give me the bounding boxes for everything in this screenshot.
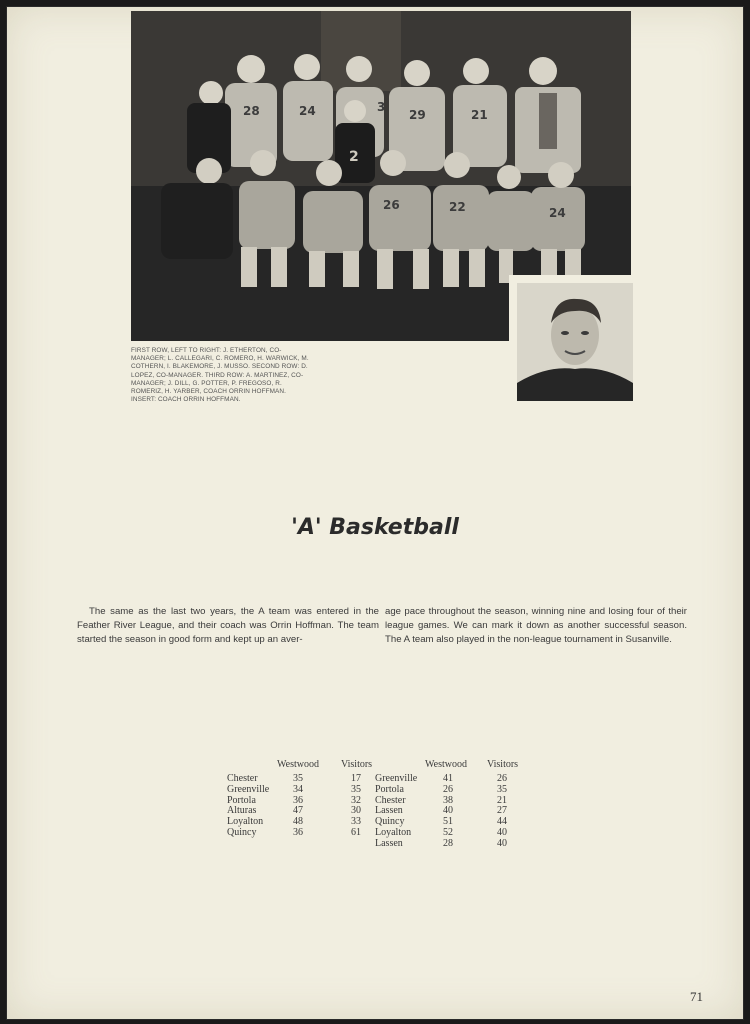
westwood-score: 48	[293, 816, 303, 828]
opponent-name: Greenville	[375, 773, 418, 784]
visitors-score: 40	[497, 827, 507, 838]
visitors-score: 61	[351, 827, 361, 838]
westwood-score: 36	[293, 794, 303, 806]
opponent-name: Quincy	[375, 816, 405, 828]
header-visitors: Visitors	[341, 759, 373, 770]
jersey-number: 21	[471, 108, 488, 122]
header-visitors: Visitors	[487, 759, 519, 770]
coach-inset-photo	[509, 275, 635, 405]
opponent-name: Quincy	[227, 827, 257, 838]
jersey-number: 29	[409, 108, 426, 122]
jersey-number: 26	[383, 198, 400, 212]
visitors-score: 21	[497, 794, 507, 806]
visitors-score: 27	[497, 805, 507, 817]
visitors-score: 17	[351, 773, 361, 784]
westwood-score: 34	[293, 783, 303, 795]
visitors-score: 33	[351, 816, 361, 828]
opponent-name: Chester	[375, 794, 406, 806]
opponent-name: Lassen	[375, 837, 403, 849]
jersey-number: 28	[243, 104, 260, 118]
westwood-score: 51	[443, 816, 453, 828]
westwood-score: 35	[293, 773, 303, 784]
header-westwood: Westwood	[277, 759, 319, 770]
opponent-name: Greenville	[227, 783, 270, 795]
opponent-name: Portola	[227, 794, 256, 806]
jersey-number: 3	[377, 100, 386, 114]
jersey-number: 24	[299, 104, 316, 118]
opponent-name: Portola	[375, 783, 404, 795]
page-title: 'A' Basketball	[291, 515, 459, 540]
opponent-name: Loyalton	[375, 827, 412, 838]
visitors-score: 26	[497, 773, 507, 784]
coach-portrait	[517, 283, 633, 401]
visitors-score: 32	[351, 794, 361, 806]
westwood-score: 28	[443, 837, 453, 849]
jersey-number: 22	[449, 200, 466, 214]
westwood-score: 47	[293, 805, 303, 817]
jersey-number: 2	[349, 149, 359, 165]
westwood-score: 41	[443, 773, 453, 784]
body-text-left: The same as the last two years, the A team was entered in the Feather River League, and their coach was Orrin Hoffman. The team started the season in good form and kept up an aver-	[77, 606, 379, 645]
header-westwood: Westwood	[425, 759, 467, 770]
opponent-name: Alturas	[227, 805, 257, 817]
body-text-right: age pace throughout the season, winning nine and losing four of their league games. We can mark it down as another successful season. The A team also played in the non-league tournament in Susanville.	[385, 606, 687, 645]
westwood-score: 26	[443, 783, 453, 795]
yearbook-page	[6, 6, 744, 1020]
visitors-score: 30	[351, 805, 361, 817]
westwood-score: 52	[443, 827, 453, 838]
page-number: 71	[690, 989, 703, 1004]
opponent-name: Loyalton	[227, 816, 264, 828]
opponent-name: Chester	[227, 773, 258, 784]
opponent-name: Lassen	[375, 805, 403, 817]
westwood-score: 40	[443, 805, 453, 817]
visitors-score: 35	[351, 783, 361, 795]
jersey-number: 24	[549, 206, 566, 220]
visitors-score: 44	[497, 816, 507, 828]
westwood-score: 38	[443, 794, 453, 806]
visitors-score: 35	[497, 783, 507, 795]
visitors-score: 40	[497, 837, 507, 849]
photo-caption: FIRST ROW, LEFT TO RIGHT: J. ETHERTON, CO-MANAGER; L. CALLEGARI, C. ROMERO, H. WARWICK, M. COTHERN, I. BLAKEMORE, J. MUSSO. SECOND ROW: D. LOPEZ, CO-MANAGER. THIRD ROW: A. MARTINEZ, CO-MANAGER; J. DILL, G. POTTER, P. FREGOSO, R. ROMERIZ, H. YARBER, COACH ORRIN HOFFMAN. INSERT: COACH ORRIN HOFFMAN.	[131, 347, 309, 404]
westwood-score: 36	[293, 827, 303, 838]
